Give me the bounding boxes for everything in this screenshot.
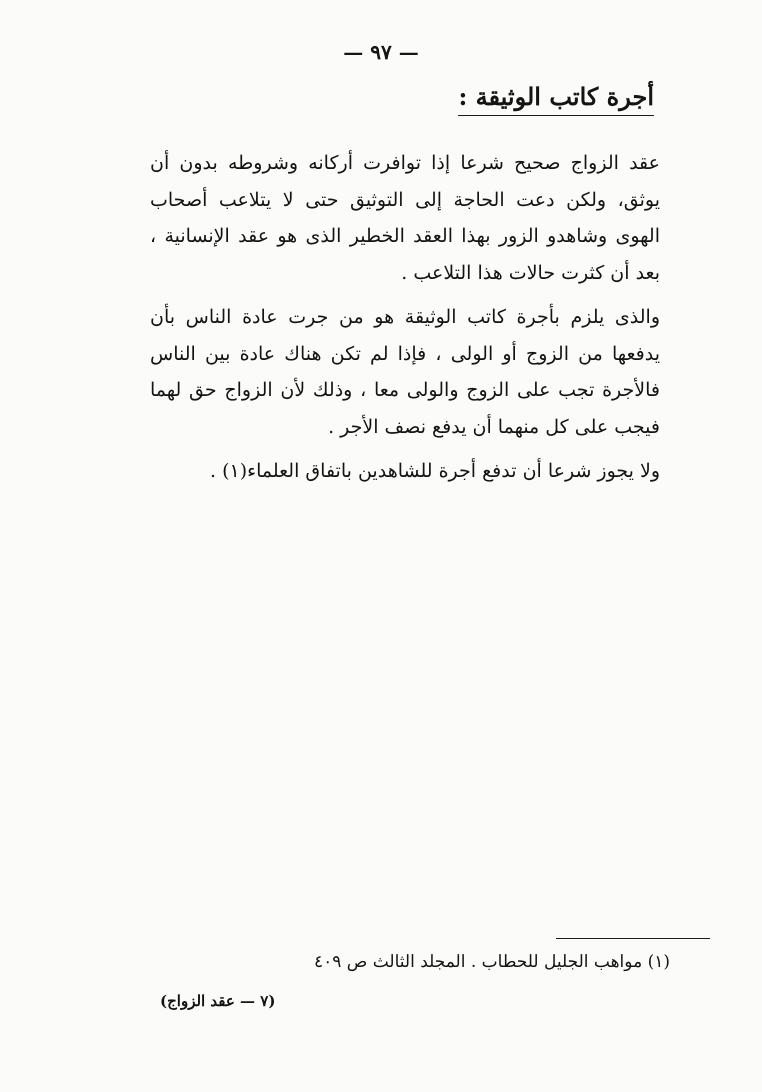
- body-text: [150, 145, 660, 490]
- footnote: (١) مواهب الجليل للحطاب . المجلد الثالث ص ٤٠٩: [313, 952, 670, 972]
- footnote-divider: [556, 938, 710, 939]
- paragraph-2: والذى يلزم بأجرة كاتب الوثيقة هو من جرت عادة الناس بأن يدفعها من الزوج أو الولى ، فإذا لم تكن هناك عادة بين الناس فالأجرة تجب على الزوج والولى معا ، وذلك لأن الزواج حق لهما فيجب على كل منهما أن يدفع نصف الأجر .: [150, 306, 660, 438]
- paragraph-3: ولا يجوز شرعا أن تدفع أجرة للشاهدين باتفاق العلماء(١) .: [210, 460, 660, 482]
- section-heading-wrap: [458, 82, 654, 116]
- paragraph-1: عقد الزواج صحيح شرعا إذا توافرت أركانه وشروطه بدون أن يوثق، ولكن دعت الحاجة إلى التوثيق حتى لا يتلاعب أصحاب الهوى وشاهدو الزور بهذا العقد الخطير الذى هو عقد الإنسانية ، بعد أن كثرت حالات هذا التلاعب .: [150, 152, 660, 284]
- page-number: — ٩٧ —: [343, 40, 419, 64]
- signature-mark: (٧ — عقد الزواج): [160, 992, 276, 1010]
- section-heading: أجرة كاتب الوثيقة :: [458, 82, 654, 116]
